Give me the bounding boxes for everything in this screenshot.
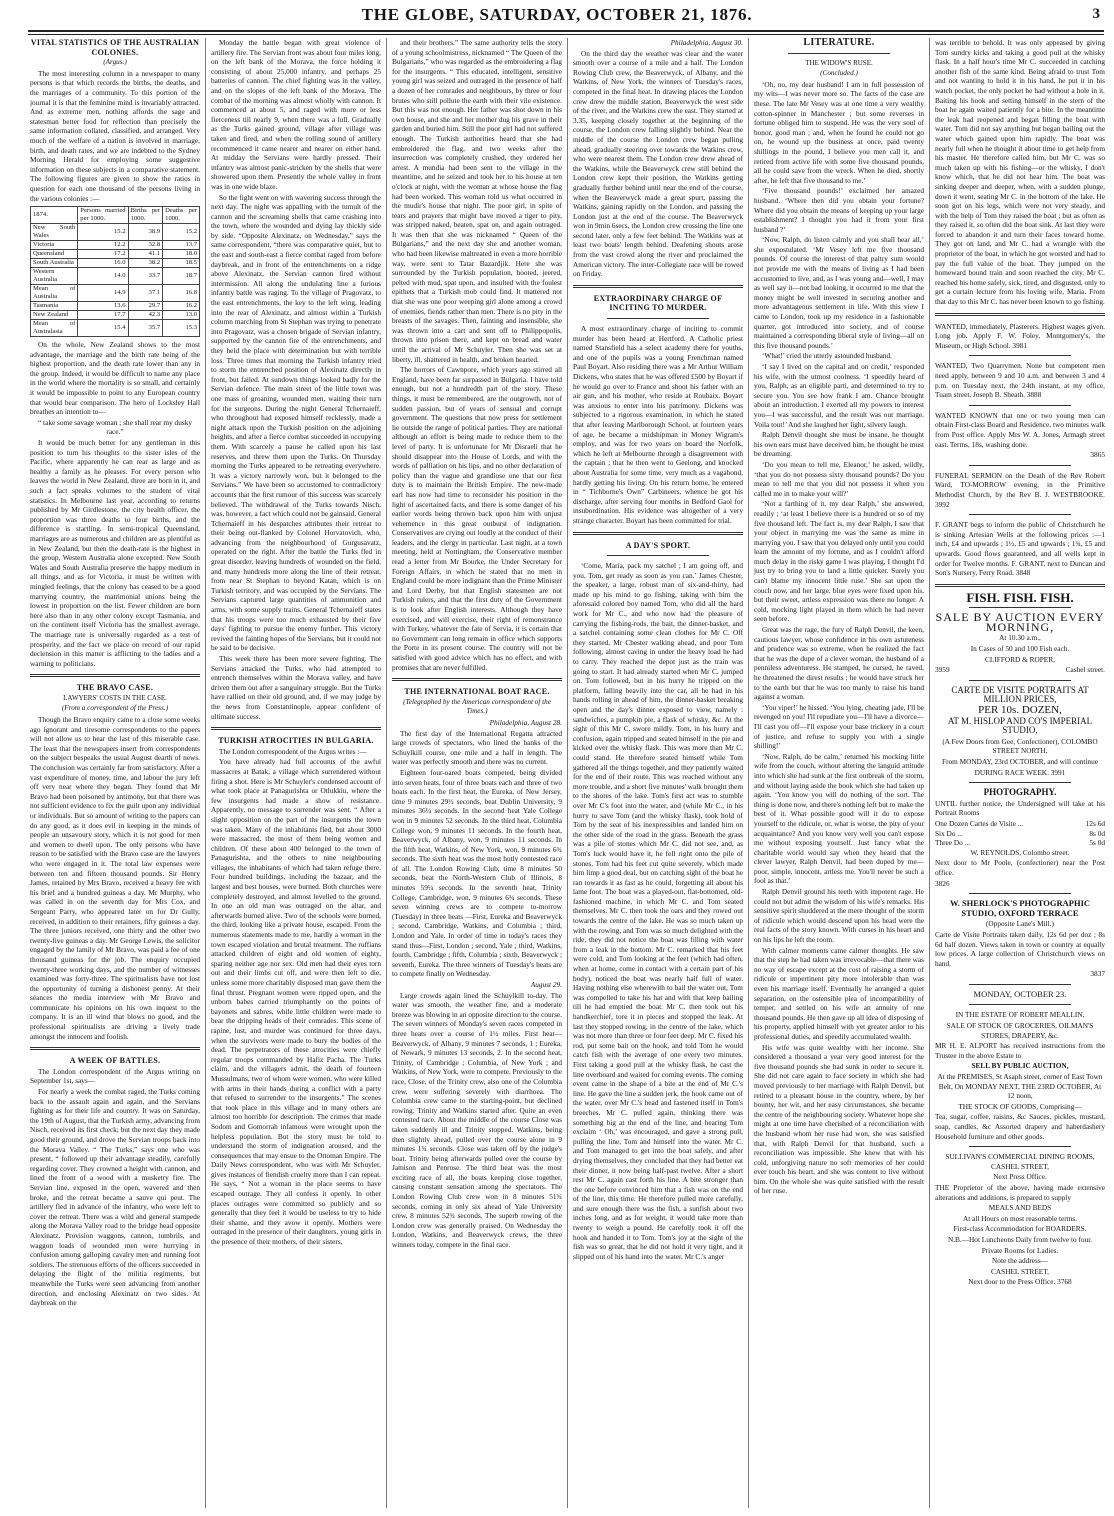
table-mean-row: Mean of Australia 14.9 37.1 16.8: [31, 285, 200, 302]
column-rule: [205, 38, 206, 1508]
advert-funeral-sermon: FUNERAL SERMON on the Death of the Rev Robert Ward, TO-MORROW evening, in the Primitive Methodist Church, by the Rev B. J. WESTBROOKE. 3992: [935, 470, 1105, 509]
fish-auction-title: SALE BY AUCTION EVERY MORNING,: [935, 610, 1105, 634]
sherlock-heading: W. SHERLOCK'S PHOTOGRAPHIC STUDIO, OXFORD TERRACE: [949, 898, 1091, 918]
estate-stock: THE STOCK OF GOODS, Comprising—: [958, 1101, 1082, 1111]
price-row: Six Do ... 8s 0d: [935, 828, 1105, 838]
days-sport-heading: A DAY'S SPORT.: [625, 540, 691, 550]
battles-paragraph: Monday the battle began with great violence of artillery fire. The Servian front was about four miles long, on the left bank of the Morava, the force holding it consisting of about 25,000 infantry, and perhaps 25 batteries of cannon. The chief fighting was in the valley, and on the slopes of the left bank of the Morava. The combat of the morning was almost wholly with cannon. It commenced at about 5, and raged with more or less fierceness till nearly 9, when there was a lull. Gradually as the Turks gained ground, village after village was taken and fired, and when the rolling sound of artillery recommenced it came nearer and nearer on either hand. At midday the Servians were hardly pressed. Their infantry was almost panic-stricken by the shells that were showered upon them. Presently the whole valley in front was in one wide blaze.: [211, 38, 381, 191]
fish-auction-footer: [935, 665, 1105, 675]
table-row: New Zealand 17.7 42.3 13.0: [31, 311, 200, 320]
story-paragraph: ‘Five thousand pounds!’ exclaimed her amazed husband. ‘Where then did you obtain your fortune? Where did you obtain the means of keeping up your large establishment? I thought you had it from your first husband ?’: [754, 186, 924, 234]
advert-rule: [969, 680, 1071, 681]
story-paragraph: ‘Do you mean to tell me, Eleanor,’ he asked, wildly, ‘that you do not possess sixty thousand pounds? Do you mean to tell me that you did not possess it when you called me in to make your will?’: [754, 459, 924, 498]
fish-heading: FISH. FISH. FISH.: [966, 589, 1074, 605]
atrocities-heading: TURKISH ATROCITIES IN BULGARIA.: [218, 736, 374, 746]
boat-race-dateline: August 29.: [530, 980, 562, 989]
atrocities-paragraph: and their brothers.” The same authority tells the story of a young schoolmistress, nicknamed “ The Queen of the Bulgarians,” who was regarded as the embroidering a flag for the insurgents. “ This educated, intelligent, sensitive young girl was seized and outraged in the presence of half a dozen of her comrades and neighbours, by three or four brutes who still pollute the earth with their vile existence. But this was not enough. Her father was shot down in his own house, and she and her mother dug his grave in their garden and buried him. Still the poor girl had not suffered enough. The Turkish authorities heard that she had embroidered the flag, and two weeks after the insurrection was completely crushed, they ordered her arrest. A mundia had been sent to the village in the meantime, and he seized and took her to his house at ten o'clock at night, with the woman at whose house the flag had been worked. This woman told us what occurred in the mudir's house that night. The poor girl, in spite of tears and prayers that might have moved a tiger to pity, was stripped naked, beaten, spat on, and again outraged. It was then that she was nicknamed “ Queen of the Bulgarians,” and the next day she and another woman, who had been likewise maltreated in even a more horrible way, were sent to Tatar Bazardjik. Here she was surrounded by the Turkish population, hooted, jeered, pelted with mud, spat upon, and insulted with the foulest epithets that a Turkish mob could find. It mattered not that she was one poor weeping girl alone among a crowd of enemies, fiends rather than men. There is no pity in the breasts of the savages. Then, fainting and insensible, she was thrown into a cart and sent off to Philippopolis, thrown into prison there, and kept on bread and water until the arrival of Mr Schuyler. Then she was set at liberty, ill, shattered in health, and broken hearted.: [392, 38, 562, 364]
sherlock-subheading: (Opposite Lane's Mill.): [986, 919, 1054, 929]
carte-dates: From MONDAY, 23rd OCTOBER, and will continue: [942, 757, 1098, 766]
table-year: 1874.: [31, 207, 78, 224]
heading-rule: [607, 318, 709, 319]
column-6: [935, 38, 1105, 1508]
fish-auction-time: At 10.30 a.m.,: [999, 633, 1041, 643]
advert-rule: [969, 893, 1071, 894]
article-divider: [573, 532, 743, 535]
vital-statistics-quote: “ take some savage woman ; she shall rear my dusky race.”: [37, 417, 192, 437]
column-3: [392, 38, 562, 1508]
battles-paragraph: The London correspondent of the Argus writing on September 1st, says—: [30, 1066, 200, 1086]
story-paragraph: Great was the rage, the fury of Ralph Denvil, the keen, cautious lawyer, whose confidence in his own astuteness and prudence was so extreme, when he realized the fact that he was the dupe of a clever woman, the husband of a penniless adventuress. He stamped, he cursed, he raved, he threatened the direst results ; he would have struck her to the earth but that he was too manly to raise his hand against a woman.: [754, 625, 924, 702]
vital-statistics-source: (Argus.): [103, 58, 127, 67]
table-row: New South Wales 15.2 38.9 15.2: [31, 224, 200, 241]
advert-board-residence: WANTED KNOWN that one or two young men can obtain First-class Board and Residence, two minutes walk from Post office. Apply Mrs W. A. Jones, Armagh street east. Terms, 18s, washing done.: [935, 410, 1105, 449]
sullivan-meals: MEALS AND BEDS: [988, 1203, 1052, 1213]
boat-race-heading: THE INTERNATIONAL BOAT RACE.: [404, 687, 550, 697]
advert-rule: [969, 607, 1071, 608]
carte-studio: AT M. HISLOP AND CO'S IMPERIAL STUDIO,: [947, 715, 1093, 736]
advert-rule: [969, 1004, 1071, 1005]
carte-price: PER 10s. DOZEN,: [978, 704, 1062, 717]
column-4: [573, 38, 743, 1508]
photographer-name: W. REYNOLDS, Colombo street.: [970, 847, 1070, 857]
advert-rule: [969, 1146, 1071, 1147]
atrocities-paragraph: The horrors of Cawnpore, which years ago stirred all England, have been far surpassed in Bulgaria. I have told enough, but not a hundredth part of the story. These things, it must be remembered, are the outgrowth, not of sudden passion, but of years of sensual and corrupt government. The questions that now press for settlement lie outside the range of political parties. They are national although an effort is being made to reduce them to the level of party. It is unfortunate for Mr Disraeli that he should disappear into the House of Lords, and with the words of palliation on his lips, and no other declaration of policy than the vague and grandiose one that our first duty is to maintain the British Empire. The new-made earl has now had time to reconsider his position in the light of ascertained facts, and there is some danger of his earlier words being thrown back upon him with unjust vehemence in this great outburst of indignation. Conservatives are crying out loudly at the conduct of their leaders, and the clergy in particular. Last night, at a town meeting, held at Nottingham, the Conservative member read a letter from Mr Bourke, the Under Secretary for Foreign Affairs, in which he stated that no men in England could be more indignant than the Prime Minister and Lord Derby, but that English statesmen are not Turkish rulers, and that the first duty of the Government is to look after English interests. Although they have exercised, and will exercise, their right of remonstrance with Turkey, whatever the fate of Servia, it is certain that no Government can long remain in office which supports the Porte in its present course. The country will not be satisfied with good advice which has no effect, and with promises that are never fulfilled.: [392, 365, 562, 672]
monday-heading: MONDAY, OCTOBER 23.: [973, 988, 1067, 999]
estate-sell: SELL BY PUBLIC AUCTION,: [971, 1061, 1069, 1071]
bravo-case-source: (From a correspondent of the Press.): [61, 704, 169, 713]
carte-heading: CARTE DE VISITE PORTRAITS AT MILLION PRICES,: [951, 684, 1089, 705]
story-paragraph: With calmer moments came calmer thoughts. He saw that the step he had taken was irrevocable—that there was no way of escape except at the cost of raising a storm of ridicule or impertinent pity more intolerable than was even his marriage itself. Eventually he arranged a quiet separation, on the ostensible plea of incompatibility of temper, and settled on his wife an annuity of one thousand pounds. He then gave up all idea of disposing of his property, applied himself with yet greater ardor to his professional duties, and speedily accumulated wealth.: [754, 945, 924, 1041]
story-paragraph: ‘You viper!’ he hissed. ‘You lying, cheating jade, I'll be revenged on you! I'll repudiate you—I'll have a divorce—I'll cast you off—I'll expose your base trickery in a court of justice, and refuse to supply you with a single shilling!’: [754, 702, 924, 751]
table-row: Victoria 12.2 32.8 13.7: [31, 241, 200, 250]
table-row: Tasmania 13.6 29.7 16.2: [31, 302, 200, 311]
column-rule: [386, 38, 387, 1508]
table-row: Western Australia 14.0 33.7 18.7: [31, 268, 200, 285]
advert-rule: [969, 405, 1071, 406]
story-paragraph: ‘Now, Ralph, do listen calmly and you shall hear all,’ she expostulated. ‘Mr Vesey left me five thousand pounds. Of course the interest of that paltry sum would not provide me with the means of living as I had been accustomed to live, and, as I was young and—well, I may as well say it—not bad looking, it occurred to me that the money might be well invested in securing another and more advantageous settlement in life. With this view I came to London, took up my residence in a fashionable quarter, got introduced into society, and of course maintained a corresponding liberal style of living—all on this five thousand pounds.’: [754, 235, 924, 350]
boat-race-paragraph: Eighteen four-oared boats competed, being divided into seven heats, four of three boats each and three of two boats each. In the first heat, the Eureka, of New Jersey, time 9 minutes 29½ seconds, beat Dublin University, 9 minutes 36¼ seconds. In the second heat Yale College won in 9 minutes 52 seconds. In the third heat, Columbia College won, 9 minutes 11 seconds. In the fourth heat, Beaverwyck, of Albany, won, 9 minutes 11 seconds. In the fifth heat, Watkins, of New York, won, 9 minutes 6¾ seconds. The sixth heat was the most hotly contested race of all. The London Rowing Club, time 8 minutes 50 seconds, beat the North-Western Club of Illinois, 8 minutes 59¼ seconds. In the seventh heat, Trinity College, Cambridge, won, 9 minutes 6¾ seconds. These seven winning crews are to compete to-morrow (Tuesday) in three heats —First, Eureka and Beaverwyck ; second, Cambridge, Watkins, and Columbia ; third, London and Yale. In order of time in today's races they stand thus—First, London ; second, Yale ; third, Watkins, fourth, Cambridge ; fifth, Columbia ; sixth, Beaverwyck ; seventh, Eureka. The three winners of Tuesday's heats are to compete finally on Wednesday.: [392, 767, 562, 979]
sullivan-private-rooms: Private Rooms for Ladies.: [981, 1245, 1059, 1255]
story-paragraph: ‘Oh, no, my dear husband! I am in full possession of my wits—I was never more so. The facts of the case are these. The late Mr Vesey was at one time a very wealthy cotton-spinner in Manchester ; but some reverses in fortune obliged him to suspend. He was the very soul of honor, good man ; and, when he found he could not go on, he wound up the business at once, paid twenty shillings in the pound, I believe you men call it, and retired from active life with some five thousand pounds, all he could save from the wreck. When he died, shortly after, he left that five thousand to me.’: [754, 79, 924, 185]
article-divider: [30, 674, 200, 677]
carte-address: (A Few Doors from Gee, Confectioner), COLOMBO STREET NORTH,: [942, 736, 1098, 756]
fish-auctioneers: CLIFFORD & ROPER,: [985, 654, 1055, 664]
table-mean-row: Mean of Australasia 15.4 35.7 15.3: [31, 320, 200, 337]
advert-rule: [969, 514, 1071, 515]
estate-subheading: SALE OF STOCK OF GROCERIES, OILMAN'S STORES, DRAPERY, &c.: [946, 1021, 1094, 1040]
story-paragraph: ‘Not a farthing of it, my dear Ralph,’ she answered, readily ; ‘at least I believe there is a hundred or so of my five thousand left. The fact is, my dear Ralph, I saw that your object in marrying me was the same as mine in marrying you. I saw that you delayed only until you could learn the amount of my fortune, and as I couldn't afford much delay in the risky game I was playing, I thought I'd just try to bring you to land a little quicker. Surely you can't blame my innocent little ruse.’ She sat upon the couch now, and her large, blue eyes were fixed upon his, but their sweet, artless expression was there no longer. A cold, mocking light played in them which he had never seen before.: [754, 499, 924, 624]
newspaper-title: THE GLOBE, SATURDAY, OCTOBER 21, 1876.: [361, 5, 753, 24]
article-divider: [30, 1047, 200, 1050]
photography-heading: PHOTOGRAPHY.: [983, 787, 1057, 798]
advert-number: 3959: [935, 665, 950, 675]
advert-number: 3865: [1090, 450, 1105, 460]
bravo-case-subheading: LAWYERS' COSTS IN THE CASE.: [63, 693, 167, 702]
sullivan-luncheons: N.B.—Hot Luncheons Daily from twelve to four.: [947, 1234, 1093, 1244]
widows-ruse-concluded: (Concluded.): [820, 69, 858, 78]
article-divider: [211, 727, 381, 730]
sullivan-note: Note the address—: [992, 1256, 1048, 1266]
boat-race-dateline: Philadelphia, August 30.: [670, 38, 743, 47]
sullivan-next-door: Next door to the Press Office. 3768: [968, 1277, 1072, 1287]
column-rule: [748, 38, 749, 1508]
literature-heading: LITERATURE.: [803, 38, 875, 48]
article-divider: [935, 313, 1105, 316]
bravo-case-paragraph: Though the Bravo enquiry came to a close some weeks ago ignorant and tiresome correspondents to the papers will not allow us to hear the last of this miserable case. The least that the newspapers insert from correspondents on the subject bespeaks the usual August dearth of news. The conclusion was certainly far from satisfactory. After a vast expenditure of money, time, and labour the jury left off very near where they began. They found that Mr Bravo had been poisoned by antimony, but that there was not sufficient evidence to fix the guilt upon any individual or individuals. But so amount of writing to the papers can do any good, as it does evil in keeping in the minds of people an unsavoury story, which it is not good for men and women to dwell upon. The only persons who have reason to be satisfied with the Bravo case are the lawyers who were engaged in it. The total law expenses were between ten and fifteen thousand pounds. Sir Henry James, retained by Mrs Bravo, received a heavy fee with his brief and a hundred guineas a day. Mr Murphy, who was called in on the seventh day for Mrs Cox, and Sergeant Parry, who appeared later on for Dr Gully, received, in addition to their retainers, fifty guineas a day. The three juniors received, one thirty and the other two twenty-five guineas a day. Mr George Lewis, the solicitor engaged by the family of Mr Bravo, was paid a fee of one thousand guineas for the job. The enquiry occupied twenty-three working days, and the number of witnesses examined was forty-three. The spiritualists have not lost the opportunity of turning a dishonest penny. At their séances the media interview with Mr Bravo and communicate his opinions on his own inquest to the company. It is an ill wind that blows no good, and the professional spiritualists are driving a lively trade amongst the innocent and foolish.: [30, 715, 200, 1041]
table-header: Births per 1000.: [128, 207, 163, 224]
atrocities-paragraph: You have already had full accounts of the awful massacres at Batak, a village which surrendered without firing a shot. Here is Mr Schuyler's condensed account of what took place at Panagurishta or Otlukkiu, where the few insurgents had made a show of resistance. Apparently, no message to surrender was sent. “ After a slight opposition on the part of the insurgents the town was taken. Many of the inhabitants fled, but about 3000 were massacred, the most of them being women and children. Of these about 400 belonged to the town of Panagurishta, and the others to nine neighbouring villages, the inhabitants of which had taken refuge there. Four hundred buildings, including the bazaar, and the largest and best houses, were burned. Both churches were completely destroyed, and almost levelled to the ground. In one an old man was outraged on the altar, and afterwards burned alive. Two of the schools were burned, the third, looking like a private house, escaped. From the numerous statements made to me, hardly a woman in the town escaped violation and brutal treatment. The ruffians attacked children of eight and old women of eighty, sparing neither age nor sex. Old men had their eyes torn out and their limbs cut off, and were then left to die, unless some more charitably disposed man gave them the final thrust. Pregnant women were ripped open, and the unborn babes carried triumphantly on the points of bayonets and sabres, while little children were made to bear the dripping heads of their comrades. This scene of rapine, lust, and murder was continued for three days, when the survivors were made to bury the bodies of the dead. The perpetrators of these atrocities were chiefly regular troops commanded by Hafiz Pacha. The Turks claim, and the villagers admit, the death of fourteen Mussulmans, two of whom were women, who were killed with arms in their hands during a conflict with a party that refused to surrender to the insurgents.” The scenes that took place in this village and in many others are almost too horrible for description. The crimes that made Sodom and Gomorrah infamous were wrought upon the helpless population. But the story must be told to understand the storm of indignation aroused, and the consequences that may ensue to the Ottoman Empire. The Daily News correspondent, who was with Mr Schuyler, gives instances of fiendish cruelty more than I can repeat. He says, “ Not a woman in the place seems to have escaped outrage. They all confess it openly. In other places outrages were committed so publicly and so generally that they feel it would be useless to try to hide their shame, and they avow it openly. Mothers were outraged in the presence of their daughters, young girls in the presence of their mothers, of their sisters,: [211, 757, 381, 1247]
advert-divider: [935, 584, 1105, 587]
table-header: Deaths per 1000.: [163, 207, 200, 224]
masthead: [0, 0, 1114, 30]
advert-number: 3826: [935, 878, 950, 888]
advert-quarrymen: WANTED, Two Quarrymen. None but competent men need apply, between 9 and 10 a.m. and between 3 and 4 p.m. on Tuesday next, the 24th instant, at my office, Tuam street. Joseph B. Sheath. 3888: [935, 361, 1105, 400]
price-row: Three Do ... 5s 0d: [935, 838, 1105, 848]
column-rule: [567, 38, 568, 1508]
advert-plasterers: WANTED, immediately, Plasterers. Highest wages given. Long job. Apply F. W. Foley, Montgomery's, the Museum, or High School. 3981: [935, 321, 1105, 350]
story-paragraph: ‘I say I lived on the capital and on credit,’ responded his wife, with the utmost coolness. ‘I speedily heard of you, Ralph, as an eligible parti, and determined to try to secure you. You see how frank I am. Chance brought about an introduction. I exerted all my powers to interest you—I was successful, and the result was our marriage. Voila tout!’ And she laughed her light, silvery laugh.: [754, 362, 924, 429]
fish-auction-address: Cashel street.: [1065, 665, 1105, 675]
advert-rule: [969, 782, 1071, 783]
battles-paragraph: This week there has been more severe fighting. The Servians attacked the Turks, who had attempted to entrench themselves within the Morava valley, and have driven them out after a sanguinary struggle. But the Turks have rallied on their old ground, and, if we may judge by the news from Constantinople, appear confident of ultimate success.: [211, 654, 381, 721]
bravo-case-heading: THE BRAVO CASE.: [76, 683, 154, 693]
advert-artesian-wells: F. GRANT begs to inform the public of Christchurch he is sinking Artesian Wells at the following prices :—1 inch, £4 and upwards ; 1½, £5 and upwards ; 1¾, £5 and upwards. Good flows guaranteed, and all wells kept in order for Twelve months. F. GRANT, next to Duncan and Son's Nursery, Ferry Road. 3848: [935, 520, 1105, 578]
battles-heading: A WEEK OF BATTLES.: [69, 1056, 161, 1066]
boat-race-paragraph: The first day of the International Regatta attracted large crowds of spectators, who lined the banks of the Schuylkill course, one mile and a half in length. The water was perfectly smooth and there was no current.: [392, 728, 562, 767]
column-5: [754, 38, 924, 1508]
boat-race-paragraph: Large crowds again lined the Schuylkill to-day. The water was smooth, the weather fine, and a moderate breeze was blowing in an opposite direction to the course. The seven winners of Monday's seven races competed in three heats over a course of 1½ miles. First heat—Beaverwyck, of Albany, 9 minutes 7 seconds, 1 ; Eureka, of Newark, 9 minutes 13 seconds, 2. In the second heat, Trinity, of Cambridge ; Columbia, of New York ; and Watkins, of New York, were to compete. Previously to the race, Close, of the Trinity crew, also one of the Columbia crew, were suffering severely with diarrhoea. The Columbia crew came to the starting-point, but declined rowing. Trinity and Watkins started after. Quite an even contested race. About the middle of the course Close was taken suddenly ill and Trinity stopped. Watkins, being then slightly ahead, pulled over the course alone in 9 minutes 1¾ seconds. Close was taken off by the judge's boat. Trinity being afterwards pulled over the course by Jamison and Penrose. The third heat was the most exciting race of all, the boats keeping close together, causing constant sensation among the spectators. The London Rowing Club crew won in 8 minutes 51¾ seconds, coming in only six ahead of Yale University crew, 8 minutes 52¾ seconds. The superb rowing of the London crew was generally praised. On Wednesday the London, Watkins, and Beaverwyck crews, the three winners today, compete in the final race.: [392, 990, 562, 1250]
advert-rule: [969, 984, 1071, 985]
vital-statistics-table: [30, 206, 200, 337]
charge-paragraph: A most extraordinary charge of inciting to commit murder has been heard at Hertford. A Catholic priest named Stansfield has a select academy there for youths, and one of the pupils was a young Frenchman named Paul Boyart. Also residing there was a Mr Arthur William Dickens, who states that he was offered £500 by Boyart if he would go over to France and shoot his father with an air gun, and his mother, who reside at Roubaix. Boyart was anxious to enter into his patrimony. Dickens was subjected to a rigorous examination, in which he stated that after leaving Marlborough School, at fourteen years of age, he became a midshipman in Money Wigram's employ, and was for two years on board the Norfolk, which he left at Melbourne through a disagreement with the captain ; that he then went to Geelong, and knocked about Australia for some time, very much as a vagabond, hardly getting his living. On his return home, he entered in “ Tichborne's Own” Carbineers, whence he got his discharge, after serving four months in Bedford Gaol for insubordination. His evidence was altogether of a very strange character. Boyart has been committed for trial.: [573, 324, 743, 525]
story-paragraph: ‘Now, Ralph, do be calm,’ returned his mocking little wife from the couch, without altering the languid attitude into which she had sunk at the first outbreak of the storm, and without laying aside the book which she had taken up again. ‘You know you will do nothing of the sort. The thing is done now, and there's nothing left but to make the best of it. What possible good will it do to expose yourself to the ridicule, or, what is worse, the pity of your acquaintance? And you know very well you can't expose me without exposing yourself. Just fancy what the charitable world would say when they heard that the clever lawyer, Ralph Denvil, had been duped by me—poor, simple, innocent, artless me. You'll never be such a fool as that.’: [754, 751, 924, 886]
vital-statistics-paragraph: It would be much better for any gentleman in this position to turn his thoughts to the sister isles of the Pacific, where apparently he can rear as large and as healthy a family as he pleases. For every person who leaves the world in New Zealand, three are born in it, and such a fact speaks volumes to the student of vital statistics. In Melbourne last year, according to returns published by Mr Girdlestone, the city health officer, the proportion was three deaths to four births, and the difference is startling. In semi-tropical Queensland, marriages are as numerous and children are as plentiful as in New Zealand, but then the death-rate is the highest in the group, Western Australia alone excepted. New South Wales and South Australia preserve the happy medium in all things, and as for Victoria, it must be written with mingled feelings, that the colony has ceased to be a good marrying country, the matrimonial unions being the lowest in proportion on the list. Fewer children are born here also than in any other colony except Tasmania, and on the continent itself Victoria has the smallest average. The marriage rate is universally regarded as a test of prosperity, and the fact we place on record of our rapid declension in this matter is afflicting to the ladies and a warning to politicians.: [30, 438, 200, 668]
photography-intro: UNTIL further notice, the Undersigned will take at his Portrait Rooms: [935, 798, 1105, 818]
article-divider: [392, 678, 562, 681]
table-header: Persons married per 1000.: [78, 207, 128, 224]
photographer-address: Next door to Mr Poole, (confectioner) near the Post office.: [935, 858, 1105, 877]
heading-rule: [788, 53, 890, 54]
battles-paragraph: For nearly a week the combat raged, the Turks coming back to the assault again and again, and the Servians fighting as for their life and country. It was on Saturday, the 19th of August, that the Turkish army, advancing from Nisch, received its first check; but the next day they made good their ground, and drove the Servian troops back into the Morava Valley. “ The Turks,” says one who was present, “ followed up their advantage steadily, carefully regarding cover. They crowned a height with cannon, and lined the front of a wood with a musketry fire. The Servian line, exposed in the open, wavered and then broke, and the retreat became a sauve qui peut. The artillery fled in advance of the infantry, who were left to cover the retreat. There was a wild and general stampede along the Morava Valley road to the bridge head opposite Alexinatz. Provision waggons, cannon, tumbrils, and waggon loads of wounded men were hurrying in confusion among galloping cavalry men and running foot soldiers. The strenuous efforts of the officers succeeded in delaying the flight of the militia regiments, but meanwhile the Turks were seen advancing from another direction, and enclosing Alexinatz on two sides. At daybreak on the: [30, 1087, 200, 1308]
days-sport-paragraph: ‘Come, Maria, pack my satchel ; I am going off, and you, Tom, get ready as soon as you can.’ James Chester, the speaker, a large, robust man of six-and-thirty, had made up his mind to go fishing, taking with him the aforesaid colored boy named Tom, who did all the hard work for Mr C., and who now had the pleasure of carrying the fishing-rods, the bait, the dinner-basket, and a satchel containing some clean clothes for Mr C. Off they started, Mr Chester walking ahead, and poor Tom following, almost caving in under the heavy load he had to carry. They reached the depot just as the train was going to start. It had already started when Mr C. jumped on. Tom followed, but in his hurry he tripped on the platform, falling heavily into the car, all he had in his hands rolling in ahead of him, the dinner-basket breaking open and the day's dinner exposed to view, namely : sandwiches, a pumpkin pie, a flask of whisky, &c. At the sight of this Mr C. swore mildly. Tom, in his hurry and confusion, again tripped and seated himself in the pie and kicked over the whisky flask. This was more than Mr C. could stand. He therefore seated himself while Tom gathered all the things together, and they patiently waited for the end of their route. This was reached without any more trouble, and a short five minutes' walk brought them to the shores of the lake. Tom's first act was to stumble over Mr C's foot into the water, and (while Mr C., in his hurry to save Tom (and the whisky flask), took hold of Tom by the seat of his inexpressibles and landed him on the other side of the road in the grass. Beneath the grass was a pile of stones which Mr C. did not see, and, as Tom's luck would have it, he fell right onto the pile of stones, Tom had his feet cut quite severely, which made him limp a good deal, but on catching sight of the boat he ran towards it as fast as he could, forgetting all about his lame foot. The boat was a played-out, flat-bottomed, old-fashioned machine, in which Mr C. and Tom seated themselves. Mr C. then took the oars and they rowed out towards the centre of the lake. He was so much taken up with the rowing, and Tom was so much delighted with the ride, they did not notice the boat was filling with water from a leak in the bottom. Mr C. remarked that his feet were cold, and Tom looking at the feet (which had often, when at home, come in contact with a certain part of his body), noticed the boat was nearly half full of water. Having nothing else wherewith to bail the water out, Tom was compelled to take his hat and with that keep bailing till he had emptied the boat. Mr C. then took out his handkerchief, tore it in pieces and stopped the leak. At last they stopped rowing, in the centre of the lake, which was not more than three or four feet deep. Mr C. fixed his rod, put some bait on the hook, and told Tom he would catch fish with the average of one every two minutes. First taking a good pull at the whisky flask, he cast the line overboard and waited for coming events. The coming event came in the shape of a bite at the end of Mr C.'s line. He gave the line a sudden jerk, the hook came out of the water, over Mr C.'s head and fastened itself in Tom's breeches. Mr C. pulled again, thinking there was something big at the end of the line, and hearing Tom exclaim ‘ Oh,’ was encouraged, and gave a strong pull, pulling the line, Tom and himself into the water. Mr C. and Tom managed to get into the boat safely, and after drying themselves, they concluded that they had better eat their dinner, it now being half-past twelve. After a short rest Mr C. again cast forth his line. A bite stronger than the one before convinced him that a fish was on the end of the line, this time. He therefore pulled more carefully, and sure enough there was the fish, a sunfish about two inches long, and as for weight, it would take more than twenty to weigh a pound. He carefully took it off the hook and handed it to Tom. Tom's joy at the sight of the fish was so great, that he did not hold it very tight, and it slipped out of his hand into the water. Mr C.'s anger: [573, 561, 743, 1261]
boat-race-paragraph: On the third day the weather was clear and the water smooth over a course of a mile and a half. The London Rowing Club crew, the Beaverwyck, of Albany, and the Watkins, of New York, the winners of Tuesday's races, competed in the final heat. In drawing places the London crew drew the middle station, Beaverwyck the west side of the river, and the Watkins crew the east. They started at 3.35, keeping closely together at the beginning of the course, the London crew falling slightly behind. Near the middle of the course the London crew began pulling ahead, gradually steering over towards the Watkins crew, who were nearest them. The London crew drew ahead of the Watkins, while the Beaverwyck crew still behind the London crew kept their position, the Watkins getting gradually further behind until near the end of the course, when the Beaverwyck made a great spurt, passing the Watkins, gaining rapidly on the London, and passing the London just at the end of the course. The Beaverwyck won in 9min 6secs, the London crew crossing the line one second later, only a few feet behind. The Watkins was at least two boats' length behind. Deafening shouts arose from the vast crowd along the river and proclaimed the American victory. The inter-Collegiate race will be rowed on Friday.: [573, 48, 743, 279]
estate-premises: At the PREMISES, St Asaph street, corner of East Town Belt, On MONDAY NEXT, THE 23RD OCTOBER, At 12 noon,: [937, 1072, 1103, 1101]
price-row: One Dozen Cartes de Visite ... 12s 6d: [935, 818, 1105, 828]
sullivan-boarders: First-class Accommodation for BOARDERS.: [953, 1224, 1087, 1234]
masthead-rule-thin: [28, 34, 1104, 35]
story-paragraph: Ralph Denvil ground his teeth with impotent rage. He could not but admit the wisdom of his wife's remarks. His sensitive spirit shuddered at the mere thought of the storm of ridicule which would descend upon his head were the real facts of the story known. With curses in his heart and on his lips he left the room.: [754, 887, 924, 945]
article-divider: [573, 285, 743, 288]
estate-items: Tea, sugar, coffee, raisins, &c Sauces, pickles, mustard, soap, candles, &c Assorted drapery and haberdashery Household furniture and other goods.: [935, 1112, 1105, 1141]
battles-paragraph: So the fight went on with wavering success through the next day. The night was appalling with the tumult of the cannon and the screaming shells that came crashing into the town, where the wounded and dying lay thickly side by side. “Opposite Alexinatz, on Wednesday,” says the same correspondent, “there was comparative quiet, but to the east and south-east a fierce combat raged from before daybreak, and in front of the entrenchments on a ridge above Alexinatz, the Servian cannon fired without intermission. All along the undulating line a furious infantry battle was raging. To the village of Pragovatz, to the east entrenchments, the key to the left wing, leading into the rear of Alexinatz, and almost within a Turkish column marching from St Stephan was trying to penetrate into Pragovatz, was a chosen brigade of Servian infantry, supported by the cannon fire of the entrenchments, and they held the place with determination but with terrible loss. Three times that morning the Turkish infantry tried to storm the entrenched position of Alexinatz directly in front, but failed. At sundown things looked badly for the Servian defence. The main street of the little town was one mass of groaning, wounded men, waiting their turn for the surgeons. During the night General Tchernaieff, who throughout had exposed himself recklessly, made a night attack upon the Turkish position on the adjoining heights, and after a fierce combat succeeded in occupying them. With scarcely a pause he called upon his last reserves, and threw them upon the Turks. On Thursday morning the Turks appeared to be retreating everywhere. It was a victory narrowly won, but it belonged to the Servians.” We have been so accustomed to contradictory accounts that the first rumour of this success was scarcely believed. The withdrawal of the Turks towards Nisch, was, however, a fact which could not be gainsaid. General Tchernaieff in his despatches attributes their retreat to their being out-flanked by Colonel Horvatovich, who, advancing from the neighbourhood of Gurgusavatz, operated on the right. After the battle the Turks fled in great disorder, leaving hundreds of wounded on the field, and many hundreds more along the line of their retreat, from near St Stephan to beyond Katan, which is on Turkish territory, and was occupied by the Servians. The Servians captured large quantities of ammunition and arms, with some supply trains. General Tchernaieff states that his troops were too much exhausted by their five days' fighting to pursue the enemy further. This victory revived the fainting hopes of the Servians, but it could not be said to be decisive.: [211, 192, 381, 653]
column-2: [211, 38, 381, 1508]
page-number: 3: [1092, 6, 1100, 22]
table-row: Queensland 17.2 41.1 18.0: [31, 250, 200, 259]
sullivan-hours: At all Hours on most reasonable terms.: [962, 1213, 1078, 1223]
story-paragraph: Ralph Denvil thought she must be insane, he thought his own ears must have deceived him, he thought he must be dreaming.: [754, 430, 924, 459]
heading-rule: [607, 555, 709, 556]
widows-ruse-title: THE WIDOW'S RUSE.: [805, 58, 873, 67]
vital-statistics-heading: VITAL STATISTICS OF THE AUSTRALIAN COLONIES.: [30, 38, 200, 57]
table-row: South Australia 16.0 38.2 18.5: [31, 259, 200, 268]
column-rule: [929, 38, 930, 1508]
vital-statistics-paragraph: The most interesting column in a newspaper to many persons is that which records the births, the deaths, and the marriages of a community. To this portion of the journal it is that the feminine mind is invariably attracted. And as extreme men, nothing affords the sage and statesman better food for reflection than precisely the same information collated, classified, and arranged. Very much of the welfare of a nation is involved in marriage, birth, and death rates, and we are indebted to the Sydney Morning Herald for employing some suggestive information on these subjects in a comparative statement. The following figures are given to show the ratios in question for each one thousand of the persons living in the various colonies :—: [30, 68, 200, 203]
sherlock-text: Carte de Visite Portraits taken daily, 12s 6d per doz ; 8s 6d half dozen. Views taken in town or country at equally low prices. A large collection of Christchurch views on hand.: [935, 929, 1105, 968]
fish-auction-line: In Cases of 50 and 100 Fish each.: [970, 644, 1070, 654]
boat-race-dateline: Philadelphia, August 28.: [489, 717, 562, 727]
story-paragraph: ‘What!’ cried the utterly astounded husband.: [762, 351, 892, 361]
estate-text: MR H. E. ALPORT has received instructions from the Trustee in the above Estate to: [935, 1041, 1105, 1060]
carte-race-week: DURING RACE WEEK. 3991: [974, 767, 1066, 777]
days-sport-paragraph: was terrible to behold. It was only appeased by giving Tom sundry kicks and taking a good pull at the whisky flask. In a half hour's time Mr C. succeeded in catching another fish of the same kind. Being afraid to trust Tom and not wanting to hold it in his hand, he put it in his watch pocket, the only pocket he had without a hole in it. Baiting his hook and setting himself in the stern of the boat he again waited patiently for a bite. In the meantime the leak had reopened and began filling the boat with water. Tom did not say anything but began bailing out the water which gained upon him rapidly. The boat was nearly full when he thought it about time to get help from his master. He therefore called him, but Mr C. was so much taken up with his fishing—or the whisky, I don't know which, that he did not hear him. The boat was sinking deeper and deeper, when, with a sudden plunge, down it went, seating Mr C. in the bottom of the lake. He soon got on his legs, which were not very steady, and with the help of Tom they raised the boat ; but as often as they raised it, so often did the boat sink. At last they were forced to abandon it and turn their faces toward home. They got on land, and Mr C. had a wrangle with the proprietor of the boat, in which he got worsted and had to pay the full value of the boat. They jumped on the homeward bound train and soon reached the city. Mr C. reached his home safely, sick, tired, and disgusted, only to get a curtain lecture from his loving wife, Maria. From that day to this Mr C. has never been known to go fishing.: [935, 38, 1105, 307]
story-paragraph: His wife was quite wealthy with her income. She considered a thousand a year very good interest for the five thousand pounds she had sunk in order to secure it. She did not care again to face society in which she had moved previously to her marriage with Ralph Denvil, but retired to a pleasant house in the country, where, by her bounty, her wit, and her easy circumstances, she became the centre of the neighbouring society. Whatever hope she might at one time have cherished of a reconciliation with the husband whom her ruse had won, she was satisfied that, with Ralph Denvil for that husband, such a reconciliation was impossible. She knew that with his cold, unforgiving nature no soft memories of her could ever touch his heart, and she was content to live without him. On the whole she was quite satisfied with the result of her ruse.: [754, 1042, 924, 1196]
sullivan-address: CASHEL STREET,: [991, 1266, 1049, 1276]
advert-rule: [969, 465, 1071, 466]
sullivan-heading: SULLIVAN'S COMMERCIAL DINING ROOMS, CASHEL STREET,: [945, 1152, 1095, 1171]
sullivan-subheading: Next Press Office.: [993, 1172, 1047, 1182]
sullivan-text: THE Proprietor of the above, having made extensive alterations and additions, is prepared to supply: [935, 1182, 1105, 1202]
column-1: [30, 38, 200, 1508]
boat-race-source: (Telegraphed by the American correspondent of the Times.): [403, 697, 551, 716]
charge-heading: EXTRAORDINARY CHARGE OF INCITING TO MURDER.: [593, 293, 723, 313]
masthead-rule: [28, 30, 1104, 32]
advert-number: 3837: [1090, 969, 1105, 979]
vital-statistics-paragraph: On the whole, New Zealand shows to the most advantage, the marriage and the birth rate being of the highest proportion, and the death rate lower than any in the group. Indeed, it would be difficult to name any place in the world where the mortality is so small, and certainly it would be impossible to point to any European country that would bear comparison. The hero of Locksley Hall breathes an intention to—: [30, 340, 200, 417]
advert-rule: [969, 355, 1071, 356]
atrocities-paragraph: The London correspondent of the Argus writes :—: [219, 746, 367, 756]
estate-heading: IN THE ESTATE OF ROBERT MEALLIN,: [955, 1010, 1085, 1020]
